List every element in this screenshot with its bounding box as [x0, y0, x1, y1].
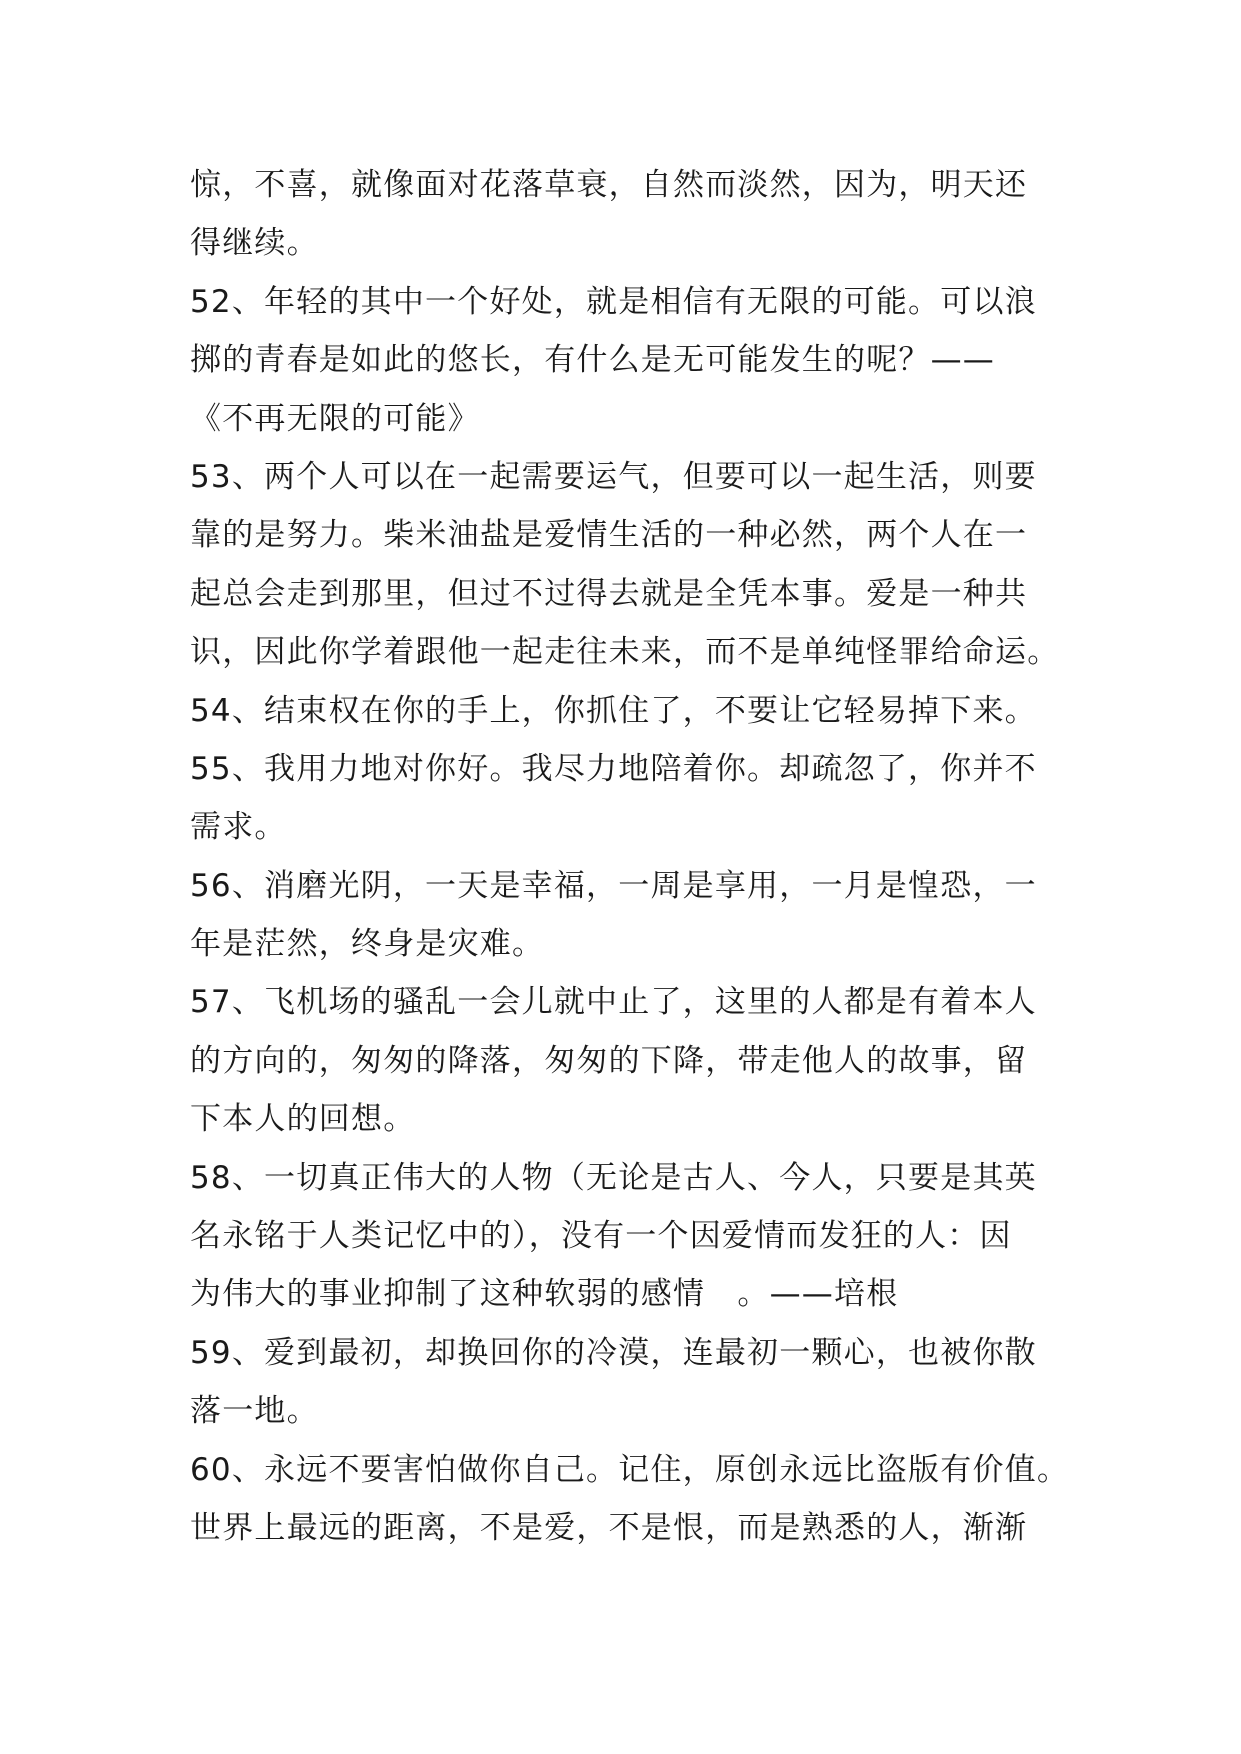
text-line: 54、结束权在你的手上，你抓住了，不要让它轻易掉下来。: [190, 692, 1037, 729]
text-line: 为伟大的事业抑制了这种软弱的感情 。——培根: [190, 1276, 899, 1313]
text-line: 55、我用力地对你好。我尽力地陪着你。却疏忽了，你并不: [190, 750, 1037, 787]
text-line: 56、消磨光阴，一天是幸福，一周是享用，一月是惶恐，一: [190, 867, 1037, 904]
text-line: 需求。: [190, 809, 287, 846]
text-line: 落一地。: [190, 1393, 319, 1430]
text-line: 53、两个人可以在一起需要运气，但要可以一起生活，则要: [190, 458, 1037, 495]
text-line: 掷的青春是如此的悠长，有什么是无可能发生的呢？——: [190, 342, 995, 379]
text-line: 世界上最远的距离，不是爱，不是恨，而是熟悉的人，渐渐: [190, 1509, 1028, 1546]
text-line: 识，因此你学着跟他一起走往未来，而不是单纯怪罪给命运。: [190, 634, 1060, 671]
text-line: 得继续。: [190, 225, 319, 262]
text-line: 起总会走到那里，但过不过得去就是全凭本事。爱是一种共: [190, 575, 1028, 612]
text-line: 名永铭于人类记忆中的），没有一个因爱情而发狂的人：因: [190, 1218, 1012, 1255]
text-line: 57、飞机场的骚乱一会儿就中止了，这里的人都是有着本人: [190, 984, 1037, 1021]
text-line: 下本人的回想。: [190, 1101, 416, 1138]
text-line: 年是茫然，终身是灾难。: [190, 926, 545, 963]
text-line: 58、一切真正伟大的人物（无论是古人、今人，只要是其英: [190, 1159, 1037, 1196]
body-text: [190, 156, 1070, 1557]
text-line: 的方向的，匆匆的降落，匆匆的下降，带走他人的故事，留: [190, 1042, 1028, 1079]
text-line: 52、年轻的其中一个好处，就是相信有无限的可能。可以浪: [190, 283, 1037, 320]
text-line: 59、爱到最初，却换回你的冷漠，连最初一颗心，也被你散: [190, 1334, 1037, 1371]
text-line: 《不再无限的可能》: [190, 400, 480, 437]
text-line: 惊，不喜，就像面对花落草衰，自然而淡然，因为，明天还: [190, 167, 1028, 203]
text-line: 靠的是努力。柴米油盐是爱情生活的一种必然，两个人在一: [190, 517, 1028, 554]
text-line: 60、永远不要害怕做你自己。记住，原创永远比盗版有价值。: [190, 1451, 1070, 1488]
